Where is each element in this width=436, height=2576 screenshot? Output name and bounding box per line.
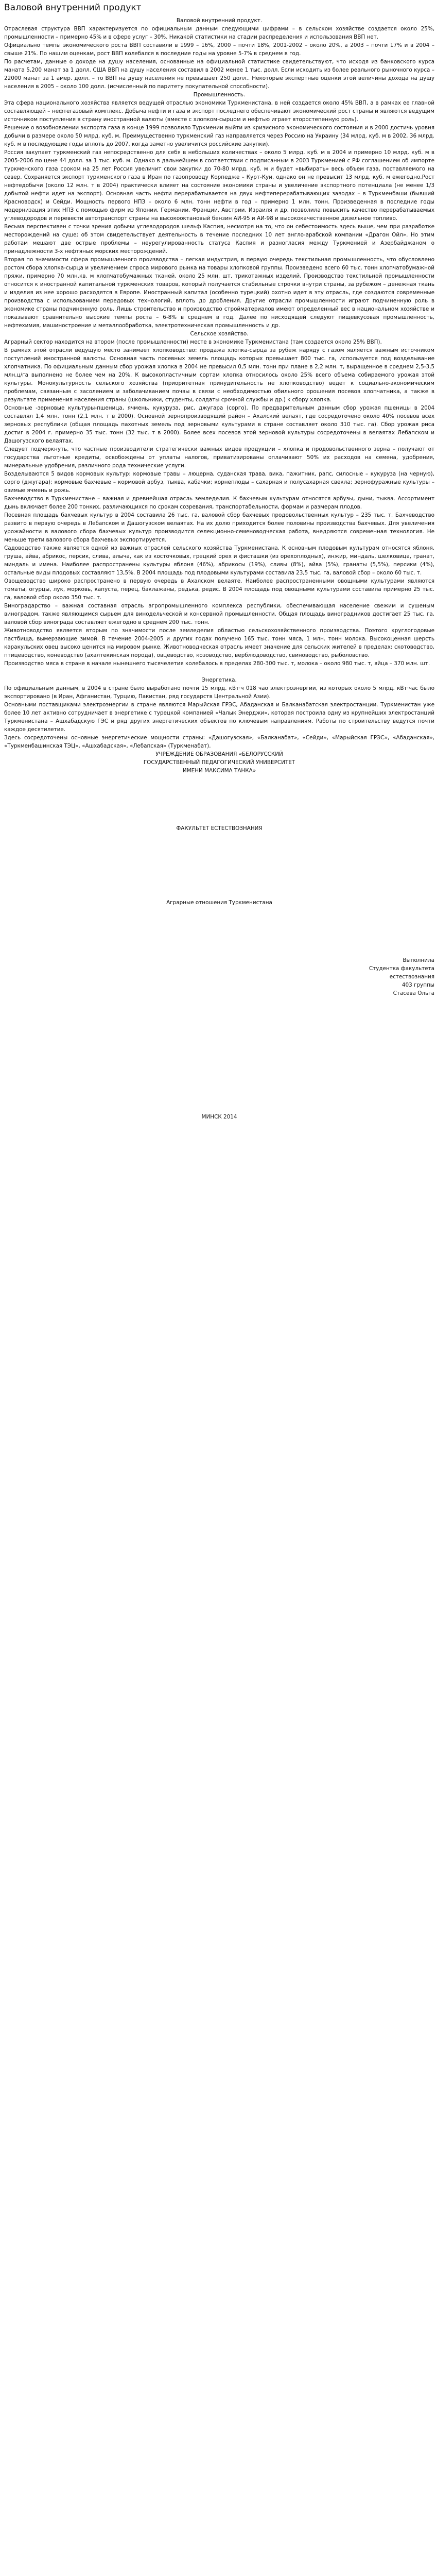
- faculty-name: ФАКУЛЬТЕТ ЕСТЕСТВОЗНАНИЯ: [176, 825, 263, 832]
- paragraph: Россия закупает туркменский газ непосредственно для себя в небольших количествах – около 5 млрд. куб. м в 2004 и примерно 10 млрд. куб. м в 2005-2006 по цене 44 долл. за 1 тыс. куб. м. Однако в дальнейшем в соответствии с подписанным в 2003 Туркменией с РФ соглашением об импорте туркменского газа сроком на 25 лет Россия увеличит свои закупки до 70-80 млрд. куб. м и будет «выбирать» весь объем газа, поставляемого на север. Сохраняется экспорт туркменского газа в Иран по газопроводу Корпедже – Курт-Куи, однако он не превысит 13 млрд. куб. м ежегодно.Рост нефтедобычи (около 12 млн. т в 2004) практически влияет на состояние экономики страны и увеличение экспортного потенциала (не менее 1/3 добытой нефти идет на экспорт). Основная часть нефти перерабатывается на двух нефтеперерабатывающих заводах – в Туркменбаши (бывший Красноводск) и Сейди. Мощность первого НПЗ – около 6 млн. тонн нефти в год – примерно 1 млн. тонн. Произведенная в последние годы модернизация этих НПЗ с помощью фирм из Японии, Германии, Франции, Австрии, Израиля и др. позволила повысить качество перерабатываемых углеводородов и перевести автотранспорт страны на высокооктановый бензин АИ-95 и АИ-98 и высококачественное дизельное топливо.: [4, 149, 434, 222]
- paragraph: По расчетам, данные о доходе на душу населения, основанные на официальной статистике свидетельствуют, что исходя из банковского курса маната 5,200 манат за 1 долл. США ВВП на душу населения составил в 2002 менее 1 тыс. долл. Если исходить из более реального рыночного курса – 22000 манат за 1 амер. долл. – то ВВП на душу населения не превышает 250 долл.. Некоторые экспертные оценки этой величины дохода на душу населения в 2005 – около 100 долл. (исчисленный по паритету покупательной способности).: [4, 59, 434, 90]
- paragraph: Животноводство является вторым по значимости после земледелия областью сельскохозяйственного производства. Поэтого круглогодовые пастбища, вымерзающие зимой. В течение 2004-2005 и других годах получено 165 тыс. тонн мяса, 1 млн. тонн молока. Высокоценная шерсть каракульских овец высоко ценится на мировом рынке. Животноводческая отрасль имеет значение для сельских жителей в пределах: скотоводство, птицеводство, коневодство (ахалтекинская порода), овцеводство, козоводство, верблюдоводство, свиноводство, рыболовство.: [4, 628, 434, 658]
- institution-line: ГОСУДАРСТВЕННЫЙ ПЕДАГОГИЧЕСКИЙ УНИВЕРСИТЕТ: [143, 759, 295, 766]
- paragraph: Официально темпы экономического роста ВВП составили в 1999 – 16%, 2000 – почти 18%, 2001-2002 – около 20%, а 2003 – почти 17% и в 2004 – свыше 21%. По нашим оценкам, рост ВВП колебался в последние годы на уровне 5-7% в среднем в год.: [4, 42, 434, 57]
- paragraph: Основные -зерновые культуры-пшеница, ячмень, кукуруза, рис, джугара (сорго). По предварительным данным сбор урожая пшеницы в 2004 составлял 1,4 млн. тонн (2,1 млн. т в 2000). Основной зернопроизводящий район – Ахалский велаят, где сосредоточено около 40% посевов всех зерновых республики (общая площадь пахотных земель под зерновыми культурами в стране составляет около 310 тыс. га). Сбор урожая риса достиг в 2004 г. примерно 35 тыс. тонн (32 тыс. т в 2000). Более всех посевов этой зерновой культуры сосредоточены в велаятах Лебапском и Дашогузского велаятах.: [4, 405, 434, 444]
- author-line: Выполнила: [403, 957, 434, 963]
- section-heading-energy: Энергетика.: [202, 677, 237, 683]
- paragraph: Посевная площадь бахчевых культур в 2004 составила 26 тыс. га, валовой сбор бахчевых продовольственных культур – 235 тыс. т. Бахчеводство развито в первую очередь в Лебапском и Дашогузском велаятах. На их долю приходится более половины производства бахчевых. Для увеличения урожайности в валового сбора бахчевых культур производится селекционно-семеноводческая работа, внедряются современная технология. Не меньше трети валового сбора бахчевых экспортируется.: [4, 512, 434, 543]
- section-heading-gdp: Валовой внутренний продукт.: [176, 18, 263, 24]
- city-year: МИНСК 2014: [201, 1114, 237, 1120]
- paragraph: Возделываются 5 видов кормовых культур: кормовые травы – люцерна, суданская трава, вика, пажитник, рапс, силосные – кукуруза (на черную), сорго (джугара); кормовые бахчевые – кормовой арбуз, тыква, кабачки; корнеплоды – сахарная и полусахарная свекла; зернофуражные культуры – озимые ячмень и рожь.: [4, 471, 434, 494]
- paragraph: Отраслевая структура ВВП характеризуется по официальным данным следующими цифрами – в сельском хозяйстве создается около 25%, промышленности – примерно 45% и в сфере услуг – 30%. Никакой статистики на стадии распределения и использования ВВП нет.: [4, 26, 434, 40]
- author-line: Стасева Ольга: [393, 990, 434, 996]
- paragraph: Вторая по значимости сфера промышленного производства – легкая индустрия, в первую очередь текстильная промышленность, что обусловлено ростом сбора хлопка-сырца и увеличением спроса мирового рынка на товары хлопковой группы. Произведено всего 60 тыс. тонн хлопчатобумажной пряжи, примерно 70 млн.кв. м хлопчатобумажных тканей, около 25 млн. шт. трикотажных изделий. Производство текстильной промышленности относится к иностранной капитальной туркменских товаров, который получается стабильные строчки внутри страны, за рубежом – денежная ткань и изделия из нее хорошо расходятся в Европе. Иностранный капитал (особенно турецкий) охотно идет в эту отрасль, где создаются современные производства с использованием передовых технологий, вплоть до дробления. Другие отрасли промышленности играют подчиненную роль в экономике страны подчиненную роль. Лишь строительство и производство стройматериалов имеют определенный вес в национальном хозяйстве и показывают сравнительно высокие темпы роста – 6-8% в среднем в год. Далее по нисходящей следуют пищевкусовая промышленность, нефтехимия, машиностроение и металлообработка, электротехническая промышленность и др.: [4, 257, 434, 329]
- paragraph: Садоводство также является одной из важных отраслей сельского хозяйства Туркменистана. К основным плодовым культурам относятся яблоня, груша, айва, абрикос, персик, слива, алыча, как из косточковых, грецкий орех и фисташки (из орехоплодных), инжир, миндаль, шелковица, гранат, миндаль и имена. Наиболее распространены культуры яблоня (46%), абрикосы (19%), сливы (8%), айва (5%), гранаты (5,5%), персики (4%), остальные виды плодовых составляют 13,5%. В 2004 площадь под плодовыми культурами составила 23,5 тыс. га, валовой сбор – около 60 тыс. т.: [4, 545, 434, 576]
- author-line: Студентка факультета: [369, 965, 434, 972]
- section-heading-agriculture: Сельское хозяйство.: [190, 331, 249, 337]
- paragraph: В рамках этой отрасли ведущую место занимает хлопководство: продажа хлопка-сырца за рубеж наряду с газом является важным источником поступлений иностранной валюты. Основная часть посевных земель площадь которых превышает 800 тыс. га, используется под возделывание хлопчатника. По официальным данным сбор урожая хлопка в 2004 не превысил 0,5 млн. тонн при плане в 2,2 млн. т, выращенное в среднем 2,5-3,5 млн.ц/га выполнено не более чем на 20%. К высокопластичным сортам хлопка относилось около 25% всего объема собираемого урожая этой культуры. Монокультурность сельского хозяйства (приоритетная принудительность не хлопководство) ведет к социально-экономическим проблемам, связанным с засолением и заболачиванием почвы в связи с необходимостью обильного орошения посевов хлопчатника, а также в результате применения населения страны (школьники, студенты, солдаты срочной службы и др.) к сбору хлопка.: [4, 347, 434, 403]
- institution-line: УЧРЕЖДЕНИЕ ОБРАЗОВАНИЯ «БЕЛОРУССКИЙ: [155, 751, 283, 757]
- paragraph: Весьма перспективен с точки зрения добычи углеводородов шельф Каспия, несмотря на то, что он себестоимость здесь выше, чем при разработке месторождений на суше; об этом свидетельствует деятельность в течение последних 10 лет англо-арабской компании «Драгон Ойл». Но этим работам мешают две острые проблемы – неурегулированность статуса Каспия и разногласия между Туркменией и Азербайджаном о принадлежности 3-х нефтяных морских месторождений.: [4, 224, 434, 255]
- paragraph: Эта сфера национального хозяйства является ведущей отраслью экономики Туркменистана, в ней создается около 45% ВВП, а в рамках ее главной составляющей – нефтегазовый комплекс. Добыча нефти и газа и экспорт последнего обеспечивают экономический рост страны и являются ведущим источником поступления в страну иностранной валюты (вместе с хлопком-сырцом и нефтью играет второстепенную роль).: [4, 100, 434, 123]
- paragraph: Виноградарство – важная составная отрасль агропромышленного комплекса республики, обеспечивающая население свежим и сушеным виноградом, также являющимся сырьем для винодельческой и консервной промышленности. Общая площадь виноградников достигает 25 тыс. га, валовой сбор винограда составляет ежегодно в среднем 200 тыс. тонн.: [4, 603, 434, 625]
- work-topic: Аграрные отношения Туркменистана: [166, 900, 272, 906]
- author-line: 403 группы: [402, 982, 434, 988]
- paragraph: Бахчеводство в Туркменистане – важная и древнейшая отрасль земледелия. К бахчевым культурам относятся арбузы, дыни, тыква. Ассортимент дынь включает более 200 тонких, различающихся по срокам созревания, транспортабельности, формам и размерам плодов.: [4, 496, 434, 510]
- author-line: естествознания: [389, 974, 434, 980]
- document-title: Валовой внутренний продукт: [4, 3, 142, 13]
- section-heading-industry: Промышленность.: [193, 92, 246, 98]
- paragraph: Овощеводство широко распространено в первую очередь в Ахалском велаяте. Наиболее распространенными овощными культурами являются томаты, огурцы, лук, морковь, капуста, перец, баклажаны, редька, редис. В 2004 площадь под овощными культурами составила примерно 25 тыс. га, валовой сбор около 350 тыс. т.: [4, 578, 434, 601]
- paragraph: По официальным данным, в 2004 в стране было выработано почти 15 млрд. кВт·ч 018 чао электроэнергии, из которых около 5 млрд. кВт·час было экспортировано (в Иран, Афганистан, Турцию, Пакистан, ряд государств Центральной Азии).: [4, 685, 434, 700]
- paragraph: Решение о возобновлении экспорта газа в конце 1999 позволило Туркмении выйти из кризисного экономического состояния и в 2000 достичь уровня добычи в размере около 50 млрд. куб. м. Преимущественно туркменский газ направляется через Россию на Украину (34 млрд. куб. м в 2002, 36 млрд. куб. м в последующие годы вплоть до 2007, когда заметно увеличится российские закупки).: [4, 125, 434, 147]
- paragraph: Аграрный сектор находится на втором (после промышленности) месте в экономике Туркменистана (там создается около 25% ВВП).: [4, 339, 382, 345]
- institution-line: ИМЕНИ МАКСИМА ТАНКА»: [182, 768, 256, 774]
- document-page: [0, 0, 436, 1121]
- paragraph: Производство мяса в стране в начале нынешнего тысячелетия колебалось в пределах 280-300 тыс. т, молока – около 980 тыс. т, яйца – 370 млн. шт.: [4, 660, 430, 667]
- paragraph: Основными поставщиками электроэнергии в стране являются Марыйская ГРЭС, Абаданская и Балканабатская электростанции. Туркменистан уже более 10 лет активно сотрудничает в энергетике с турецкой компанией «Чалык Энерджи», которая построила одну из крупнейших электростанций Туркменистана – Ашхабадскую ГЭС и ряд других энергетических объектов по ключевым направлениям. Работы по строительству ведутся почти каждое десятилетие.: [4, 702, 434, 733]
- paragraph: Следует подчеркнуть, что частные производители стратегически важных видов продукции – хлопка и продовольственного зерна – получают от государства льготные кредиты, освобождены от уплаты налогов, приватизированы оплачивают 50% их расходов на семена, удобрения, минеральные удобрения, различного рода технические услуги.: [4, 446, 434, 469]
- paragraph: Здесь сосредоточены основные энергетические мощности страны: «Дашогузская», «Балканабат», «Сейди», «Марыйская ГРЭС», «Абаданская», «Туркменбашинская ТЭЦ», «Ашхабадская», «Лебапская» (Туркменабат).: [4, 735, 434, 749]
